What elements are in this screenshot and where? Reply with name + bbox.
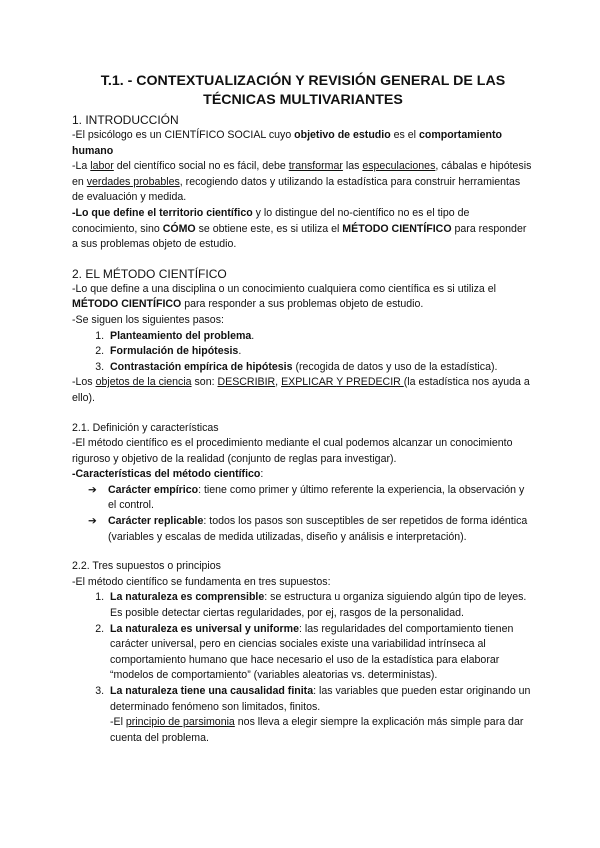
text: : tiene como primer y último referente la experiencia, la observación y el control. xyxy=(108,483,525,512)
text: y lo distingue del no-científico no es el tipo de conocimiento, sino xyxy=(72,206,470,235)
list-item xyxy=(72,483,534,514)
parsimony-note xyxy=(110,715,534,746)
list-item xyxy=(107,329,534,345)
bold-text: La naturaleza es universal y uniforme xyxy=(110,622,299,635)
paragraph: -Se siguen los siguientes pasos: xyxy=(72,313,224,326)
text: para responder a sus problemas objeto de estudio. xyxy=(72,222,527,251)
list-item xyxy=(107,622,534,684)
bold-text: Carácter replicable xyxy=(108,515,204,528)
arrow-icon: ➔ xyxy=(88,515,97,528)
bold-text: -Características del método científico xyxy=(72,468,261,481)
bold-text: Planteamiento del problema xyxy=(110,329,252,342)
principles-list xyxy=(72,590,534,746)
document-title: T.1. - CONTEXTUALIZACIÓN Y REVISIÓN GENERAL DE LAS TÉCNICAS MULTIVARIANTES xyxy=(100,73,506,108)
underlined-text: principio de parsimonia xyxy=(125,716,235,729)
text: del científico social no es fácil, debe xyxy=(113,160,289,173)
spacer xyxy=(72,545,534,559)
bold-text: MÉTODO CIENTÍFICO xyxy=(72,298,182,311)
paragraph: -El método científico es el procedimiento mediante el cual podemos alcanzar un conocimiento riguroso y objetivo de la realidad (conjunto de reglas para investigar). xyxy=(72,437,513,465)
text: (la estadística nos ayuda a ello). xyxy=(72,376,530,404)
text: nos lleva a elegir siempre la explicación más simple para dar cuenta del problema. xyxy=(110,716,524,744)
text: se obtiene este, es si utiliza el xyxy=(195,222,343,235)
list-item xyxy=(107,360,534,376)
underlined-text: transformar xyxy=(288,160,343,173)
text: -Los xyxy=(72,376,96,389)
bold-text: Carácter empírico xyxy=(108,483,199,496)
text: para responder a sus problemas objeto de estudio. xyxy=(181,298,424,311)
text: . xyxy=(238,345,242,358)
document-page xyxy=(72,72,534,746)
list-item xyxy=(72,514,534,545)
paragraph xyxy=(72,128,534,159)
text: son: xyxy=(191,376,218,389)
underlined-text: labor xyxy=(90,160,114,173)
paragraph: -El método científico se fundamenta en tres supuestos: xyxy=(72,575,331,588)
subsection-heading-definicion: 2.1. Definición y características xyxy=(72,421,219,434)
text: es el xyxy=(390,129,419,141)
underlined-text: objetos de la ciencia xyxy=(95,376,192,389)
bold-text: -Lo que define el territorio científico xyxy=(72,206,253,219)
text: , cábalas e hipótesis en xyxy=(72,160,532,188)
underlined-text: especulaciones xyxy=(362,160,436,173)
bold-text: MÉTODO CIENTÍFICO xyxy=(342,222,452,235)
text: : xyxy=(260,468,264,481)
subsection-heading-supuestos: 2.2. Tres supuestos o principios xyxy=(72,560,221,573)
text: : las regularidades del comportamiento tienen carácter universal, pero en ciencias sociales existe una variabilidad intrínseca al comportamiento humano que hace necesario el uso de la estadística para elaborar “modelos de comportamiento” (variables aleatorias vs. deterministas). xyxy=(110,622,514,682)
text: -El xyxy=(110,716,126,729)
list-item xyxy=(107,344,534,360)
text: , xyxy=(275,376,282,389)
text: . xyxy=(251,329,255,342)
underlined-text: Y xyxy=(336,376,347,389)
text: las xyxy=(342,160,363,173)
underlined-text: verdades probables xyxy=(86,175,180,188)
spacer xyxy=(72,407,534,421)
bold-text: Contrastación empírica de hipótesis xyxy=(110,360,293,373)
section-heading-introduccion: 1. INTRODUCCIÓN xyxy=(72,113,179,127)
text: -Lo que define a una disciplina o un conocimiento cualquiera como científica es si utiliza el xyxy=(72,282,496,295)
list-item xyxy=(107,590,534,621)
spacer xyxy=(72,253,534,267)
text: , recogiendo datos y utilizando la estadística para construir herramientas de evaluación y medida. xyxy=(72,175,521,204)
paragraph xyxy=(72,375,534,406)
list-item xyxy=(107,684,534,746)
section-heading-metodo: 2. EL MÉTODO CIENTÍFICO xyxy=(72,266,227,281)
bold-text: Formulación de hipótesis xyxy=(110,345,239,358)
text: : se estructura u organiza siguiendo algún tipo de leyes. Es posible detectar ciertas regularidades, por ej, rasgos de la personalidad. xyxy=(110,591,527,620)
characteristics-list xyxy=(72,483,534,545)
paragraph xyxy=(72,206,534,253)
text: -El psicólogo es un CIENTÍFICO SOCIAL cuyo xyxy=(72,129,295,141)
arrow-icon: ➔ xyxy=(88,483,97,496)
bold-text: La naturaleza tiene una causalidad finita xyxy=(110,685,314,697)
bold-text: La naturaleza es comprensible xyxy=(110,591,265,604)
underlined-text: PREDECIR xyxy=(346,376,404,389)
text: (recogida de datos y uso de la estadística). xyxy=(292,360,498,373)
text: : todos los pasos son susceptibles de ser repetidos de forma idéntica (variables y escalas de medida utilizadas, diseño y análisis e interpretación). xyxy=(108,515,528,543)
steps-list xyxy=(72,329,534,376)
underlined-text: DESCRIBIR xyxy=(217,376,276,389)
paragraph xyxy=(72,159,534,206)
bold-text: objetivo de estudio xyxy=(294,129,391,141)
text: -La xyxy=(72,160,91,173)
text: : las variables que pueden estar originando un determinado fenómeno son limitados, finitos. xyxy=(110,685,531,713)
paragraph xyxy=(72,282,534,313)
underlined-text: EXPLICAR xyxy=(281,376,337,389)
bold-text: comportamiento humano xyxy=(72,129,502,157)
paragraph xyxy=(72,467,534,483)
bold-text: CÓMO xyxy=(162,222,196,235)
